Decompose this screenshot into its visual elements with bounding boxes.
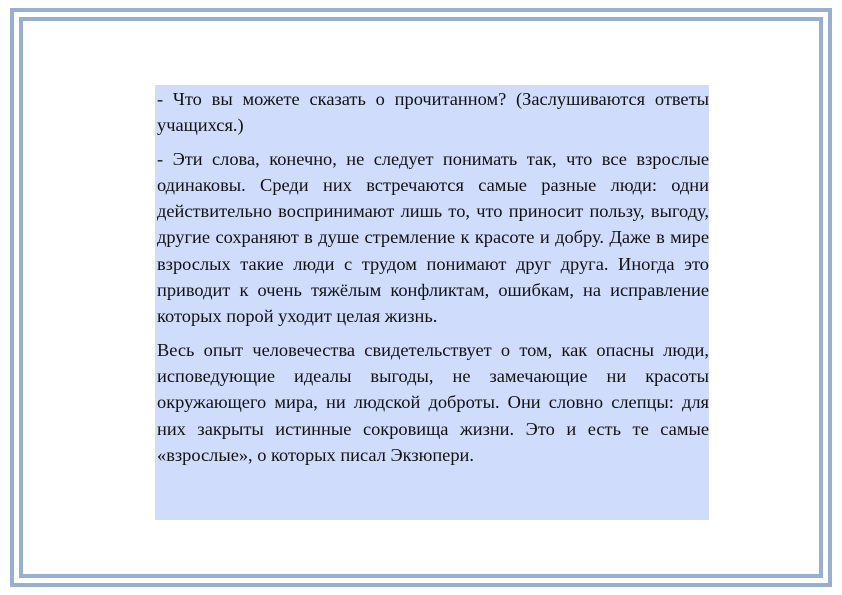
highlighted-text-block <box>155 85 709 520</box>
paragraph-humanity-experience: Весь опыт человечества свидетельствует о том, как опасны люди, исповедующие идеалы выгоды, не замечающие ни красоты окружающего мира, ни людской доброты. Они словно слепцы: для них закрыты истинные сокровища жизни. Это и есть те самые «взрослые», о которых писал Экзюпери. <box>157 339 709 465</box>
paragraph-question: - Что вы можете сказать о прочитанном? (Заслушиваются ответы учащихся.) <box>157 89 709 136</box>
paragraph-adults-answer: - Эти слова, конечно, не следует понимать так, что все взрослые одинаковы. Среди них встречаются самые разные люди: одни действительно воспринимают лишь то, что приносит пользу, выгоду, другие сохраняют в душе стремление к красоте и добру. Даже в мире взрослых такие люди с трудом понимают друг друга. Иногда это приводит к очень тяжёлым конфликтам, ошибкам, на исправление которых порой уходит целая жизнь. <box>157 148 709 327</box>
